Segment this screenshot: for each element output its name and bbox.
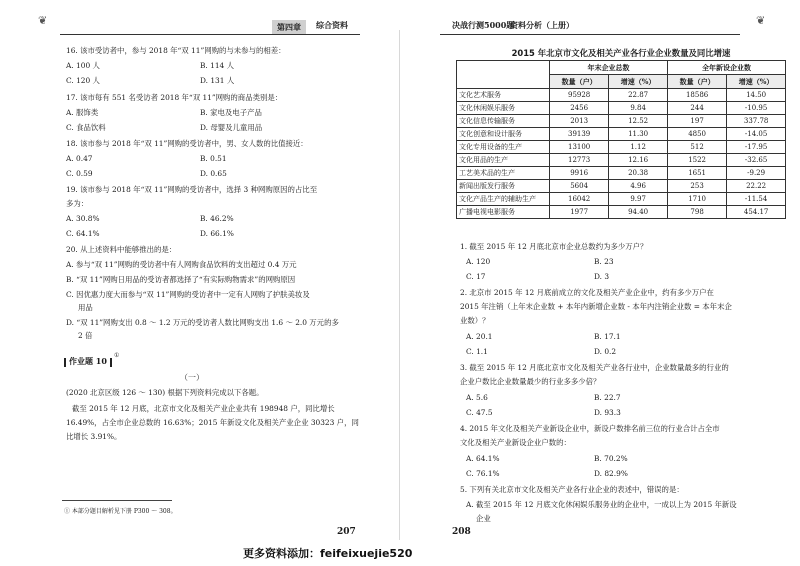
col-group-new: 全年新设企业数 [667, 61, 785, 75]
row-total: 95928 [550, 89, 609, 102]
q17-option-d: D. 母婴及儿童用品 [200, 123, 263, 132]
section-bar-right [110, 358, 112, 367]
row-total-growth: 9.97 [609, 193, 668, 206]
q19-option-d: D. 66.1% [200, 229, 234, 238]
r-q4-stem-line1: 4. 2015 年文化及相关产业新设企业中，新设户数排名前三位的行业合计占全市 [460, 424, 720, 433]
row-name: 广播电视电影服务 [457, 206, 550, 219]
footnote: ① 本部分题目解析见下册 P300 ～ 308。 [64, 508, 177, 515]
q19-option-a: A. 30.8% [66, 214, 100, 223]
section-title-text: 作业题 10 [69, 356, 107, 366]
q16-stem: 16. 该市受访者中，参与 2018 年“双 11”网购的与未参与的相差： [66, 46, 286, 55]
table-row [457, 128, 786, 141]
r-q4-stem-line2: 文化及相关产业新设企业户数的： [460, 438, 571, 447]
row-new-growth: -10.95 [727, 102, 786, 115]
section-bar-left [64, 358, 66, 367]
table-row [457, 141, 786, 154]
row-total: 16042 [550, 193, 609, 206]
r-q3-stem-line2: 企业户数比企业数量最少的行业多多少倍？ [460, 377, 601, 386]
intro-line3: 16.49%，占全市企业总数的 16.63%；2015 年新设文化及相关产业企业 30323 户，同 [66, 418, 359, 427]
q18-option-b: B. 0.51 [200, 154, 227, 163]
q18-option-d: D. 0.65 [200, 169, 227, 178]
row-total-growth: 22.87 [609, 89, 668, 102]
footer-watermark: 更多资料添加：feifeixuejie520 [243, 547, 413, 560]
table-row [457, 89, 786, 102]
q20-stem: 20. 从上述资料中能够推出的是： [66, 245, 177, 254]
col-total-qty: 数量（户） [550, 75, 609, 89]
page-number-right: 208 [452, 527, 471, 537]
q20-option-d-line1: D. “双 11”网购支出 0.8 ～ 1.2 万元的受访者人数比网购支出 1.6 ～ 2.0 万元的多 [66, 318, 339, 327]
r-q3-option-d: D. 93.3 [594, 408, 621, 417]
row-new-growth: 14.50 [727, 89, 786, 102]
r-q2-option-a: A. 20.1 [466, 332, 493, 341]
row-new-growth: -14.05 [727, 128, 786, 141]
table-row [457, 154, 786, 167]
q18-option-a: A. 0.47 [66, 154, 93, 163]
row-total-growth: 1.12 [609, 141, 668, 154]
row-new: 244 [667, 102, 726, 115]
table-row [457, 180, 786, 193]
sub-title: （一） [180, 373, 204, 382]
q19-option-b: B. 46.2% [200, 214, 234, 223]
row-total: 9916 [550, 167, 609, 180]
r-q4-option-a: A. 64.1% [466, 454, 500, 463]
section-title [64, 356, 115, 367]
q20-option-c-line2: 用品 [78, 303, 93, 312]
row-total: 1977 [550, 206, 609, 219]
row-total-growth: 11.30 [609, 128, 668, 141]
row-total: 39139 [550, 128, 609, 141]
row-name: 文化产品生产的辅助生产 [457, 193, 550, 206]
q20-option-d-line2: 2 倍 [78, 331, 93, 340]
q19-option-c: C. 64.1% [66, 229, 100, 238]
row-name: 文化专用设备的生产 [457, 141, 550, 154]
r-q1-option-a: A. 120 [466, 257, 491, 266]
table-row [457, 167, 786, 180]
r-q1-option-d: D. 3 [594, 272, 610, 281]
row-total-growth: 12.16 [609, 154, 668, 167]
q16-option-c: C. 120 人 [66, 76, 100, 85]
row-new: 4850 [667, 128, 726, 141]
q19-stem-line2: 多为： [66, 199, 89, 208]
r-q1-option-b: B. 23 [594, 257, 614, 266]
r-q2-stem-line2: 2015 年注销（上年末企业数 + 本年内新增企业数 - 本年内注销企业数 = 本年末企 [460, 302, 732, 311]
header-series: 决战行测5000题 [452, 20, 515, 30]
header-rule-right [440, 34, 740, 35]
row-new-growth: -17.95 [727, 141, 786, 154]
r-q4-option-b: B. 70.2% [594, 454, 628, 463]
table-header-row1 [457, 61, 786, 75]
row-new-growth: -32.65 [727, 154, 786, 167]
row-name: 工艺美术品的生产 [457, 167, 550, 180]
leaf-ornament-icon: ❦ [38, 14, 48, 27]
r-q2-stem-line1: 2. 北京市 2015 年 12 月底前成立的文化及相关产业企业中，约有多少万户在 [460, 288, 714, 297]
row-total-growth: 12.52 [609, 115, 668, 128]
q20-option-a: A. 参与“双 11”网购的受访者中有人网购食品饮料的支出超过 0.4 万元 [66, 260, 297, 269]
table-title: 2015 年北京市文化及相关产业各行业企业数量及同比增速 [511, 48, 731, 58]
q18-option-c: C. 0.59 [66, 169, 93, 178]
row-new-growth: 454.17 [727, 206, 786, 219]
row-name: 文化用品的生产 [457, 154, 550, 167]
row-total-growth: 9.84 [609, 102, 668, 115]
q17-option-c: C. 食品饮料 [66, 123, 106, 132]
table-row [457, 115, 786, 128]
leaf-ornament-right-icon: ❦ [756, 14, 766, 27]
q16-option-a: A. 100 人 [66, 61, 100, 70]
table-row [457, 193, 786, 206]
q17-stem: 17. 该市每有 551 名受访者 2018 年“双 11”网购的商品类别是： [66, 93, 283, 102]
row-new-growth: 22.22 [727, 180, 786, 193]
r-q4-option-c: C. 76.1% [466, 469, 500, 478]
row-name: 文化艺术服务 [457, 89, 550, 102]
q17-option-b: B. 家电及电子产品 [200, 108, 262, 117]
section-footnote-mark: ① [114, 352, 120, 359]
table-corner [457, 61, 550, 89]
row-name: 文化休闲娱乐服务 [457, 102, 550, 115]
r-q5-option-a-line2: 企业 [476, 514, 491, 523]
row-total: 2456 [550, 102, 609, 115]
intro-line4: 比增长 3.91%。 [66, 432, 122, 441]
table-row [457, 102, 786, 115]
data-table [456, 60, 786, 219]
row-new: 197 [667, 115, 726, 128]
page-number-left: 207 [337, 527, 356, 537]
r-q3-option-b: B. 22.7 [594, 393, 621, 402]
r-q1-option-c: C. 17 [466, 272, 486, 281]
row-new: 18586 [667, 89, 726, 102]
row-new: 253 [667, 180, 726, 193]
table-row [457, 206, 786, 219]
row-total-growth: 20.38 [609, 167, 668, 180]
col-new-qty: 数量（户） [667, 75, 726, 89]
r-q3-option-c: C. 47.5 [466, 408, 493, 417]
col-group-total: 年末企业总数 [550, 61, 668, 75]
r-q3-stem-line1: 3. 截至 2015 年 12 月底北京市文化及相关产业各行业中，企业数量最多的行业的 [460, 363, 729, 372]
row-new-growth: -11.54 [727, 193, 786, 206]
r-q2-option-d: D. 0.2 [594, 347, 617, 356]
row-name: 文化信息传输服务 [457, 115, 550, 128]
q16-option-b: B. 114 人 [200, 61, 234, 70]
footnote-rule [62, 500, 172, 501]
q18-stem: 18. 该市参与 2018 年“双 11”网购的受访者中，男、女人数的比值接近： [66, 139, 308, 148]
header-title: 综合资料 [316, 20, 348, 30]
row-total: 12773 [550, 154, 609, 167]
q19-stem-line1: 19. 该市参与 2018 年“双 11”网购的受访者中，选择 3 种网购原因的占比至 [66, 185, 318, 194]
row-new: 1651 [667, 167, 726, 180]
r-q4-option-d: D. 82.9% [594, 469, 628, 478]
row-new: 1522 [667, 154, 726, 167]
r-q5-option-a-line1: A. 截至 2015 年 12 月底文化休闲娱乐服务业的企业中，一成以上为 2015 年新设 [466, 500, 737, 509]
row-total-growth: 94.40 [609, 206, 668, 219]
r-q2-option-c: C. 1.1 [466, 347, 488, 356]
r-q5-stem: 5. 下列有关北京市文化及相关产业各行业企业的表述中，错误的是： [460, 485, 684, 494]
header-chapter: 第四章 [272, 20, 306, 34]
row-new-growth: -9.29 [727, 167, 786, 180]
r-q3-option-a: A. 5.6 [466, 393, 488, 402]
row-total: 13100 [550, 141, 609, 154]
r-q2-stem-line3: 业数）？ [460, 316, 490, 325]
intro-line1: (2020 北京区级 126 ～ 130) 根据下列资料完成以下各题。 [66, 388, 264, 397]
q20-option-c-line1: C. 因优惠力度大而参与“双 11”网购的受访者中一定有人网购了护肤美妆及 [66, 290, 310, 299]
col-total-growth: 增速（%） [609, 75, 668, 89]
row-total: 5604 [550, 180, 609, 193]
row-new: 1710 [667, 193, 726, 206]
intro-line2: 截至 2015 年 12 月底，北京市文化及相关产业企业共有 198948 户，同比增长 [72, 404, 335, 413]
row-total-growth: 4.96 [609, 180, 668, 193]
col-new-growth: 增速（%） [727, 75, 786, 89]
row-new: 512 [667, 141, 726, 154]
row-name: 新闻出版发行服务 [457, 180, 550, 193]
r-q2-option-b: B. 17.1 [594, 332, 621, 341]
header-rule [60, 34, 360, 35]
header-subject: 资料分析（上册） [510, 20, 574, 30]
row-new-growth: 337.78 [727, 115, 786, 128]
q16-option-d: D. 131 人 [200, 76, 235, 85]
q20-option-b: B. “双 11”网购日用品的受访者都选择了“有实际购物需求”的网购原因 [66, 275, 296, 284]
r-q1-stem: 1. 截至 2015 年 12 月底北京市企业总数约为多少万户？ [460, 242, 648, 251]
q17-option-a: A. 服饰类 [66, 108, 99, 117]
row-name: 文化创意和设计服务 [457, 128, 550, 141]
row-new: 798 [667, 206, 726, 219]
row-total: 2013 [550, 115, 609, 128]
